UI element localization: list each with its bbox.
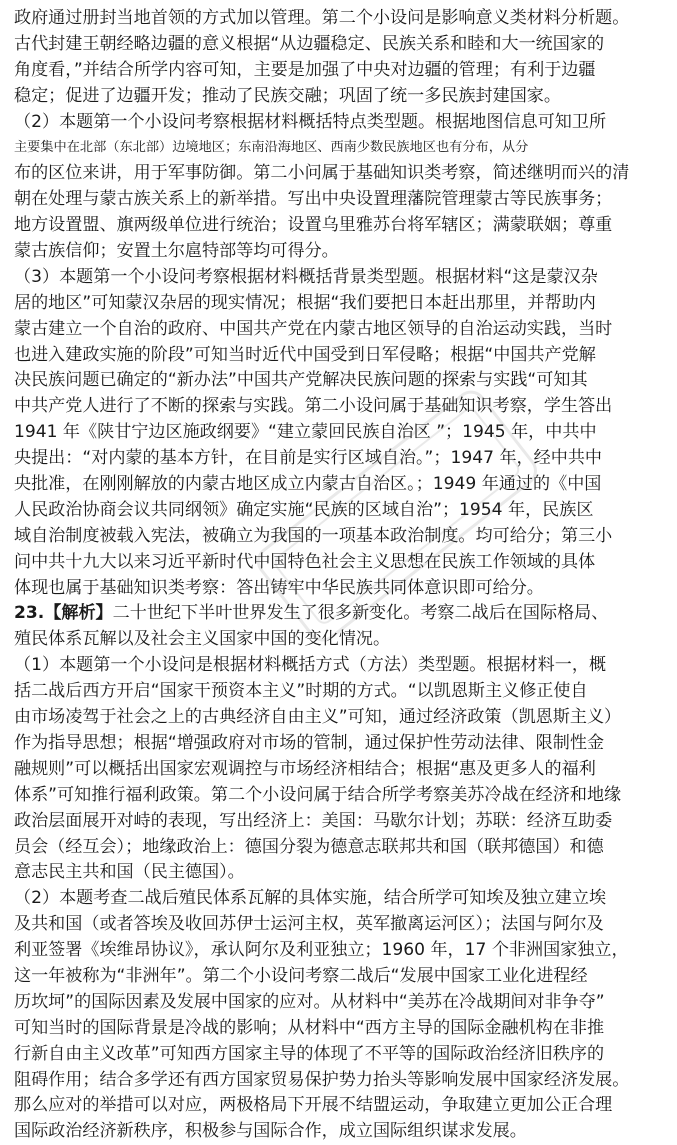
line-text: 由市场凌驾于社会之上的古典经济自由主义”可知，通过经济政策（凯恩斯主义） — [14, 707, 622, 728]
text-line — [14, 58, 664, 84]
text-line — [14, 84, 664, 110]
line-text: 那么应对的举措可以对应，两极格局下开展不结盟运动，争取建立更加公正合理 — [14, 1095, 613, 1116]
line-text: 朝在处理与蒙古族关系上的新举措。写出中央设置理藩院管理蒙古等民族事务； — [14, 189, 613, 210]
text-line — [14, 394, 664, 420]
line-text: 问中共十九大以来习近平新时代中国特色社会主义思想在民族工作领域的具体 — [14, 551, 596, 572]
text-line — [14, 860, 664, 886]
line-text: 央批准，在刚刚解放的内蒙古地区成立内蒙古自治区。；1949 年通过的《中国 — [14, 474, 602, 495]
text-line — [14, 576, 664, 602]
line-text: 意志民主共和国（民主德国）。 — [14, 862, 245, 883]
text-line — [14, 938, 664, 964]
text-line — [14, 809, 664, 835]
line-text: 主要集中在北部（东北部）边境地区；东南沿海地区、西南少数民族地区也有分布，从分 — [14, 140, 529, 156]
line-text: 地方设置盟、旗两级单位进行统治；设置乌里雅苏台将军辖区；满蒙联姻；尊重 — [14, 215, 613, 236]
text-line — [14, 886, 664, 912]
line-text: 员会（经互会）；地缘政治上：德国分裂为德意志联邦共和国（联邦德国）和德 — [14, 836, 604, 857]
line-text: 体现也属于基础知识类考察：答出铸牢中华民族共同体意识即可给分。 — [14, 577, 544, 598]
answer-document — [14, 6, 664, 1145]
line-text: 可知当时的国际背景是冷战的影响；从材料中“西方主导的国际金融机构在非推 — [14, 1017, 605, 1038]
line-text: 也进入建政实施的阶段”可知当时近代中国受到日军侵略；根据“中国共产党解 — [14, 344, 596, 365]
text-line — [14, 420, 664, 446]
line-text: 作为指导思想；根据“增强政府对市场的管制，通过保护性劳动法律、限制性金 — [14, 732, 605, 753]
text-line — [14, 32, 664, 58]
text-line — [14, 368, 664, 394]
line-text: 政治层面展开对峙的表现，写出经济上：美国：马歇尔计划；苏联：经济互助委 — [14, 810, 613, 831]
text-line — [14, 110, 664, 136]
text-line — [14, 446, 664, 472]
text-line — [14, 912, 664, 938]
text-line — [14, 317, 664, 343]
text-line — [14, 627, 664, 653]
line-text: 融规则”可以概括出国家宏观调控与市场经济相结合；根据“惠及更多人的福利 — [14, 758, 596, 779]
section-heading: 23.【解析】 — [14, 603, 113, 624]
text-line — [14, 498, 664, 524]
text-line — [14, 705, 664, 731]
line-text: 政府通过册封当地首领的方式加以管理。第二个小设问是影响意义类材料分析题。 — [14, 8, 630, 28]
text-line — [14, 964, 664, 990]
line-text: 央提出：“对内蒙的基本方针，在目前是实行区域自治。”；1947 年，经中共中 — [14, 448, 603, 469]
text-line — [14, 135, 664, 161]
text-line — [14, 343, 664, 369]
line-text: （3）本题第一个小设问考察根据材料概括背景类型题。根据材料“这是蒙汉杂 — [14, 266, 598, 287]
text-line — [14, 835, 664, 861]
line-text: 1941 年《陕甘宁边区施政纲要》“建立蒙回民族自治区 ”；1945 年，中共中 — [14, 422, 597, 443]
text-line — [14, 291, 664, 317]
text-line — [14, 601, 664, 627]
text-line — [14, 550, 664, 576]
line-text: 中共产党人进行了不断的探索与实践。第二小设问属于基础知识考察，学生答出 — [14, 396, 613, 417]
line-text: 体系”可知推行福利政策。第二个小设问属于结合所学考察美苏冷战在经济和地缘 — [14, 784, 622, 805]
text-line — [14, 1016, 664, 1042]
text-line — [14, 1068, 664, 1094]
text-line — [14, 783, 664, 809]
line-text: 古代封建王朝经略边疆的意义根据“从边疆稳定、民族关系和睦和大一统国家的 — [14, 33, 605, 54]
text-line — [14, 731, 664, 757]
line-text: 决民族问题已确定的“新办法”中国共产党解决民族问题的探索与实践“可知其 — [14, 370, 588, 391]
text-line — [14, 990, 664, 1016]
line-text: 居的地区”可知蒙汉杂居的现实情况；根据“我们要把日本赶出那里，并帮助内 — [14, 292, 596, 313]
line-text: 及共和国（或者答埃及收回苏伊士运河主权，英军撤离运河区）；法国与阿尔及 — [14, 914, 604, 935]
line-text: 二十世纪下半叶世界发生了很多新变化。考察二战后在国际格局、 — [112, 603, 609, 624]
line-text: 殖民体系瓦解以及社会主义国家中国的变化情况。 — [14, 629, 391, 650]
text-line — [14, 653, 664, 679]
text-line — [14, 187, 664, 213]
line-text: 阻碍作用；结合多学还有西方国家贸易保护势力抬头等影响发展中国家经济发展。 — [14, 1069, 630, 1090]
text-line — [14, 161, 664, 187]
text-line — [14, 6, 664, 32]
text-line — [14, 265, 664, 291]
text-line — [14, 1042, 664, 1068]
text-line — [14, 1119, 664, 1145]
text-line — [14, 239, 664, 265]
text-line — [14, 524, 664, 550]
line-text: 这一年被称为“非洲年”。第二个小设问考察二战后“发展中国家工业化进程经 — [14, 965, 588, 986]
text-line — [14, 472, 664, 498]
line-text: 行新自由主义改革”可知西方国家主导的体现了不平等的国际政治经济旧秩序的 — [14, 1043, 605, 1064]
line-text: （1）本题第一个小设问是根据材料概括方式（方法）类型题。根据材料一，概 — [14, 655, 607, 676]
text-line — [14, 213, 664, 239]
text-line — [14, 757, 664, 783]
text-line — [14, 1093, 664, 1119]
line-text: 利亚签署《埃维昂协议》，承认阿尔及利亚独立；1960 年，17 个非洲国家独立， — [14, 940, 629, 961]
line-text: 稳定；促进了边疆开发；推动了民族交融；巩固了统一多民族封建国家。 — [14, 85, 561, 106]
line-text: 角度看，”并结合所学内容可知，主要是加强了中央对边疆的管理；有利于边疆 — [14, 59, 596, 80]
line-text: 括二战后西方开启“国家干预资本主义”时期的方式。“以凯恩斯主义修正使自 — [14, 681, 588, 702]
line-text: 历坎坷”的国际因素及发展中国家的应对。从材料中“美苏在冷战期间对非争夺” — [14, 991, 605, 1012]
line-text: 国际政治经济新秩序，积极参与国际合作，成立国际组织谋求发展。 — [14, 1121, 527, 1142]
line-text: （2）本题第一个小设问考察根据材料概括特点类型题。根据地图信息可知卫所 — [14, 111, 607, 132]
line-text: （2）本题考查二战后殖民体系瓦解的具体实施，结合所学可知埃及独立建立埃 — [14, 888, 607, 909]
line-text: 域自治制度被载入宪法，被确立为我国的一项基本政治制度。均可给分；第三小 — [14, 525, 613, 546]
line-text: 蒙古建立一个自治的政府、中国共产党在内蒙古地区领导的自治运动实践，当时 — [14, 318, 613, 339]
line-text: 蒙古族信仰；安置土尔扈特部等均可得分。 — [14, 241, 339, 262]
text-line — [14, 679, 664, 705]
line-text: 布的区位来讲，用于军事防御。第二小问属于基础知识类考察，简述继明而兴的清 — [14, 163, 630, 184]
line-text: 人民政治协商会议共同纲领》确定实施“民族的区域自治”；1954 年，民族区 — [14, 499, 594, 520]
